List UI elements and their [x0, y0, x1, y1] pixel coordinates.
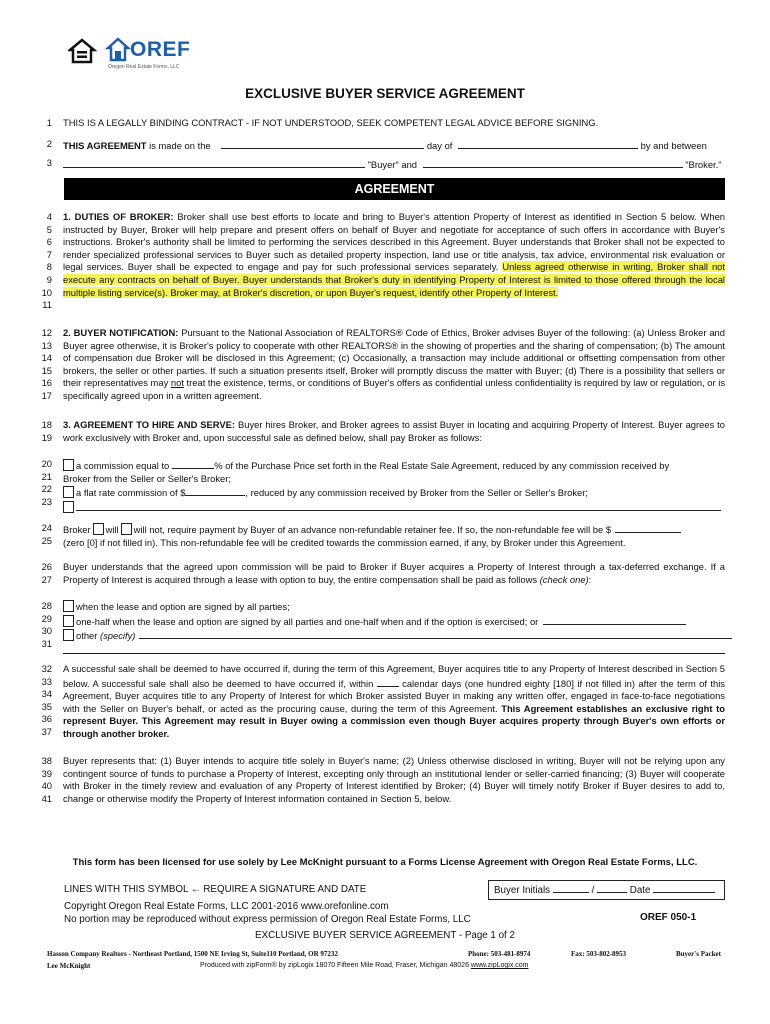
commission-options: a commission equal to % of the Purchase Price set forth in the Real Estate Sale Agreement, reduced by any commission received by Broker from the Seller or Seller's Broker; a flat rate commission of $ , reduced by any commission received by Broker from the Seller or Seller's Broker;	[63, 458, 725, 514]
buyer-representations-paragraph: Buyer represents that: (1) Buyer intends to acquire title solely in Buyer's name; (2) Unless otherwise disclosed in writing, Buyer will not be relying upon any contingent source of funds to purchase a Property of Interest, excepting only through an institutional lender or seller-carried financing; (3) Buyer will cooperate with Broker in the timely review and evaluation of any Property of Interest identified by Broker; (4) Buyer will timely notify Broker if Buyer desires to add to, change or otherwise modify the Property of Interest information contained in Section 5, below.	[63, 755, 725, 804]
will-checkbox[interactable]	[93, 523, 104, 535]
buyer-name-field[interactable]	[63, 157, 365, 168]
broker-name-field[interactable]	[423, 157, 683, 168]
document-title: EXCLUSIVE BUYER SERVICE AGREEMENT	[245, 86, 525, 101]
successful-sale-paragraph: A successful sale shall be deemed to have occurred if, during the term of this Agreement, Buyer acquires title to any Property of Interest described in Section 5 below. A successful sale shall also be deemed to have occurred if, within calendar days (one hundred eighty [180] if not filled in) after the term of this Agreement, Buyer acquires title to any Property of Interest for which Broker assisted Buyer in making any written offer, engaged in face-to-face negotiations with the Seller on Buyer's behalf, or acted as the procuring cause, during the term of this Agreement. This Agreement establishes an exclusive right to represent Buyer. This Agreement may result in Buyer owing a commission even though Buyer acquires property through Buyer's own efforts or through another broker.	[63, 663, 725, 739]
date-field[interactable]	[221, 138, 424, 149]
percent-field[interactable]	[172, 458, 214, 469]
calendar-days-field[interactable]	[377, 676, 399, 687]
logo-wordmark: OREF	[130, 38, 191, 61]
other-checkbox[interactable]	[63, 629, 74, 641]
line-numbers-18-19: 18 19	[41, 419, 52, 443]
line-1: 1 THIS IS A LEGALLY BINDING CONTRACT - IF NOT UNDERSTOOD, SEEK COMPETENT LEGAL ADVICE BEFORE SIGNING.	[46, 117, 599, 128]
line-numbers-20-23: 20 21 22 23	[41, 458, 52, 507]
fax: Fax: 503-802-8953	[571, 950, 627, 958]
line-numbers-12-17: 12 13 14 15 16 17	[41, 327, 52, 401]
line-numbers-38-41: 38 39 40 41	[41, 755, 52, 804]
day-of-field[interactable]	[458, 138, 638, 149]
section-duties-of-broker: 1. DUTIES OF BROKER: Broker shall use best efforts to locate and bring to Buyer's attention Property of Interest as identified in Section 5 below. When instructed by Buyer, Broker will help prepare and present offers on behalf of Buyer and negotiate for acceptance of such offers in accordance with Buyer's instructions. Broker's authority shall be limited to performing the services described in this Agreement. Buyer understands that Broker shall not be expected to render specialized professional services to Buyer such as detailed property inspection, land use or title analysis, tax advice, environmental risk evaluation or legal services. Buyer shall be expected to engage and pay for such professional services separately. Unless agreed otherwise in writing, Broker shall not execute any contracts on behalf of Buyer. Buyer understands that Broker's duty in identifying Property of Interest is limited to those offered through the local multiple listing service(s). Broker may, at Broker's discretion, or upon Buyer's request, identify other Property of Interest.	[63, 211, 725, 298]
buyer-initials-box[interactable]: Buyer Initials / Date	[488, 880, 725, 900]
other-specify-field[interactable]	[139, 628, 732, 639]
company-address: Hasson Company Realtors - Northeast Portland, 1500 NE Irving St, Suite110 Portland, OR 97232	[47, 950, 338, 958]
agreement-banner: AGREEMENT	[64, 178, 725, 200]
page-indicator: EXCLUSIVE BUYER SERVICE AGREEMENT - Page 1 of 2	[255, 930, 515, 941]
produced-by: Produced with zipForm® by zipLogix 18070 Fifteen Mile Road, Fraser, Michigan 48026 www.zipLogix.com	[200, 962, 529, 969]
lease-signed-checkbox[interactable]	[63, 600, 74, 612]
flat-rate-checkbox[interactable]	[63, 486, 74, 498]
line-numbers-28-31: 28 29 30 31	[41, 600, 52, 649]
will-not-checkbox[interactable]	[121, 523, 132, 535]
section-buyer-notification: 2. BUYER NOTIFICATION: Pursuant to the National Association of REALTORS® Code of Ethics, Broker advises Buyer of the following: (a) Unless Broker and Buyer agree otherwise, it is Broker's policy to cooperate with other REALTORS® in the showing of properties and the sharing of compensation; (b) The amount of compensation due Broker will be disclosed in this Agreement; (c) Occasionally, a transaction may include additional or offsetting compensation from other brokers, the seller or other parties. If such a situation presents itself, Broker will promptly discuss the matter with Buyer; (d) There is a possibility that sellers or their representatives may not treat the existence, terms, or conditions of Buyer's offers as confidential unless confidentiality is required by law or regulation, or is specifically agreed upon in a written agreement.	[63, 327, 726, 401]
reproduction-notice: No portion may be reproduced without express permission of Oregon Real Estate Forms, LLC	[64, 914, 471, 925]
other-commission-field[interactable]	[76, 500, 721, 511]
line-numbers-26-27: 26 27	[41, 561, 52, 585]
license-note: This form has been licensed for use solely by Lee McKnight pursuant to a Forms License Agreement with Oregon Real Estate Forms, LLC.	[72, 857, 698, 868]
line-numbers-4-11: 4 5 6 7 8 9 10 11	[41, 211, 52, 311]
flat-rate-field[interactable]	[185, 485, 245, 496]
line-2: 2 THIS AGREEMENT is made on the day of by and between	[46, 138, 707, 151]
initials-field-1[interactable]	[553, 882, 589, 893]
commission-percent-checkbox[interactable]	[63, 459, 74, 471]
copyright: Copyright Oregon Real Estate Forms, LLC 2001-2016 www.orefonline.com	[64, 901, 389, 912]
section-agreement-to-hire: 3. AGREEMENT TO HIRE AND SERVE: Buyer hires Broker, and Broker agrees to assist Buyer in locating and acquiring Property of Interest. Buyer agrees to work exclusively with Broker and, upon successful sale as defined below, shall pay Broker as follows:	[63, 419, 725, 443]
line-3: 3 "Buyer" and "Broker."	[46, 157, 722, 170]
line-numbers-24-25: 24 25	[41, 522, 52, 546]
agent-name: Lee McKnight	[47, 962, 91, 970]
form-id: OREF 050-1	[640, 912, 697, 923]
packet-name: Buyer's Packet	[676, 950, 721, 958]
phone: Phone: 503-481-8974	[468, 950, 531, 958]
one-half-checkbox[interactable]	[63, 615, 74, 627]
signature-line-note: LINES WITH THIS SYMBOL ← REQUIRE A SIGNATURE AND DATE	[64, 884, 367, 895]
highlighted-text: Unless agreed otherwise in writing, Broker shall not execute any contracts on behalf of Buyer. Buyer understands that Broker's duty in identifying Property of Interest is limited to those offered through the local multiple listing service(s). Broker may, at Broker's discretion, or upon Buyer's request, identify other Property of Interest.	[63, 261, 725, 298]
tax-deferred-exchange-paragraph: Buyer understands that the agreed upon commission will be paid to Broker if Buyer acquires a Property of Interest through a tax-deferred exchange. If a Property of Interest is acquired through a lease with option to buy, the entire compensation shall be paid as follows (check one):	[63, 561, 725, 585]
retainer-fee-field[interactable]	[615, 522, 681, 533]
other-commission-checkbox[interactable]	[63, 501, 74, 513]
initials-field-2[interactable]	[597, 882, 627, 893]
lease-option-choices: when the lease and option are signed by all parties; one-half when the lease and option are signed by all parties and one-half when and if the option is exercised; or other (specify)	[63, 600, 725, 657]
option-field[interactable]	[543, 614, 686, 625]
oref-logo	[68, 36, 198, 74]
ziplogix-link[interactable]: www.zipLogix.com	[470, 962, 529, 969]
line-31-field[interactable]	[63, 643, 725, 654]
retainer-fee: Broker will will not, require payment by Buyer of an advance non-refundable retainer fee. If so, the non-refundable fee will be $ (zero [0] if not filled in). This non-refundable fee will be credited towards the commission earned, if any, by Broker under this Agreement.	[63, 522, 725, 549]
line-numbers-32-37: 32 33 34 35 36 37	[41, 663, 52, 737]
logo-tagline: Oregon Real Estate Forms, LLC	[108, 64, 180, 70]
initials-date-field[interactable]	[653, 882, 715, 893]
